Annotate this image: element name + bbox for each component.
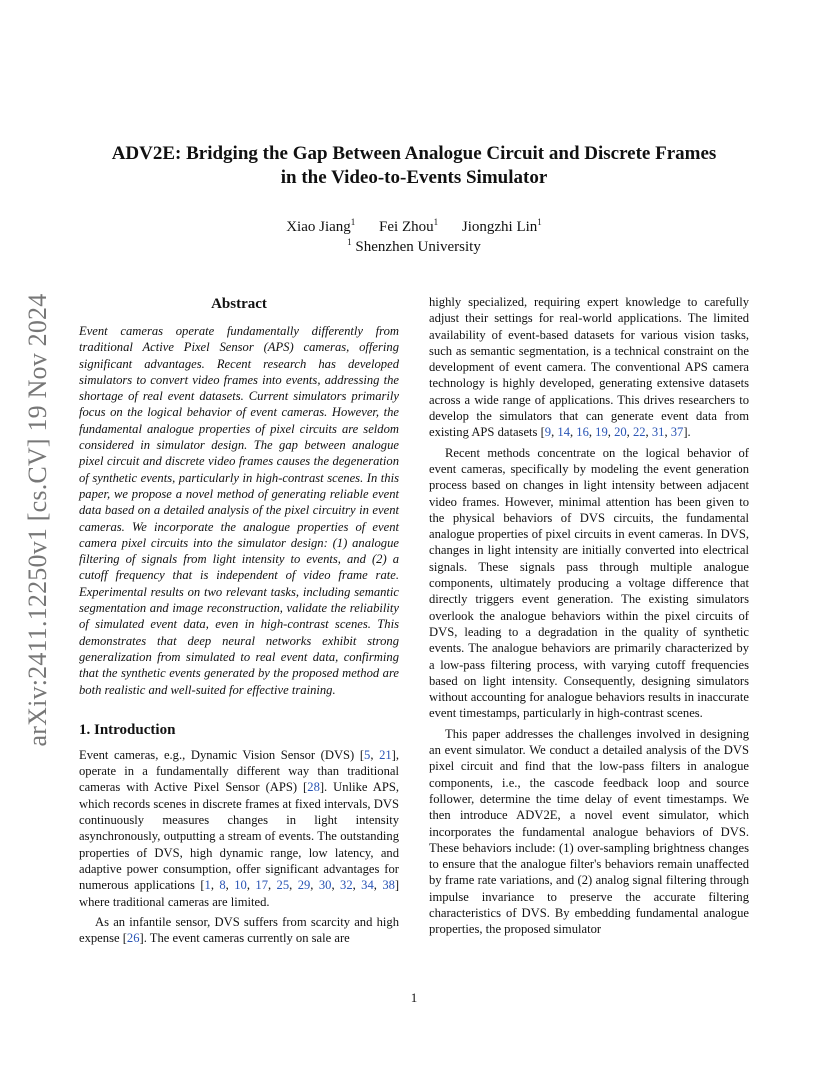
citation-link[interactable]: 17 bbox=[255, 878, 268, 893]
arxiv-stamp bbox=[20, 280, 56, 760]
paper-title bbox=[60, 142, 768, 190]
citation-link[interactable]: 9 bbox=[544, 425, 552, 440]
citation-link[interactable]: 5 bbox=[364, 747, 371, 762]
paragraph-text: As an infantile sensor, DVS suffers from scarcity and high expense [ bbox=[79, 914, 399, 946]
page-number: 1 bbox=[410, 990, 418, 1005]
citation-link[interactable]: 19 bbox=[595, 425, 608, 440]
citation-link[interactable]: 1 bbox=[204, 878, 211, 893]
paragraph-text: , bbox=[664, 425, 671, 440]
section-heading-introduction: 1. Introduction bbox=[79, 721, 176, 738]
intro-paragraph bbox=[79, 747, 399, 910]
paragraph-text: , bbox=[551, 425, 558, 440]
paragraph-text: , bbox=[331, 878, 341, 893]
citation-link[interactable]: 25 bbox=[276, 878, 290, 893]
body-paragraph: This paper addresses the challenges involved in designing an event simulator. We conduct a detailed analysis of the DVS pixel circuit and find that the low-pass filters in analogue components, i.e., the cascode feedback loop and source follower, determine the time delay of event timestamps. We then introduce ADV2E, a novel event simulator, which incorporates the fundamental analogue behaviors of DVS. These behaviors include: (1) over-sampling brightness changes to ensure that the analogue filter's behaviors remain unaffected by frame rate variations, and (2) analog signal filtering through impulse invariance to preserve the accurate filtering characteristics of DVS. By embedding fundamental analogue properties, the proposed simulator bbox=[429, 726, 749, 937]
citation-link[interactable]: 29 bbox=[297, 878, 311, 893]
paragraph-text: ] where traditional cameras are limited. bbox=[79, 878, 400, 909]
paragraph-text: highly specialized, requiring expert knowledge to carefully adjust their settings for real-world applications. The limited availability of event-based datasets for various vision tasks, such as semantic segmentation, is a technical constraint on the development of event camera. The conventional APS camera technology is highly developed, generating extensive datasets across a wide range of applications. This drives researchers to develop the simulators that can generate event data from existing APS datasets [ bbox=[429, 295, 749, 440]
citation-link[interactable]: 16 bbox=[576, 425, 589, 440]
paragraph-text: , bbox=[246, 878, 256, 893]
citation-link[interactable]: 26 bbox=[126, 931, 140, 946]
paragraph-text: , bbox=[289, 878, 298, 893]
citation-link[interactable]: 31 bbox=[651, 425, 665, 440]
author: Xiao Jiang$^1$ bbox=[286, 217, 356, 235]
affiliation: $^1$ Shenzhen University bbox=[347, 237, 481, 255]
paragraph-text: , bbox=[373, 878, 383, 893]
citation-link[interactable]: 14 bbox=[557, 425, 570, 440]
citation-link[interactable]: 37 bbox=[670, 425, 684, 440]
paragraph-text: ]. The event cameras currently on sale are bbox=[139, 931, 350, 946]
paragraph-text: , bbox=[210, 878, 220, 893]
citation-link[interactable]: 8 bbox=[219, 878, 226, 893]
citation-link[interactable]: 21 bbox=[379, 747, 392, 762]
citation-link[interactable]: 34 bbox=[361, 878, 374, 893]
citation-link[interactable]: 20 bbox=[614, 425, 627, 440]
title-line-2: in the Video-to-Events Simulator bbox=[280, 167, 548, 188]
paragraph-text: Event cameras, e.g., Dynamic Vision Sensor (DVS) [ bbox=[79, 747, 365, 762]
title-line-1: ADV2E: Bridging the Gap Between Analogue Circuit and Discrete Frames bbox=[111, 143, 717, 164]
paragraph-text: , bbox=[645, 425, 652, 440]
paragraph-text: , bbox=[607, 425, 615, 440]
left-column bbox=[79, 294, 399, 946]
author: Jiongzhi Lin$^1$ bbox=[461, 217, 542, 235]
body-paragraph: Recent methods concentrate on the logical behavior of event cameras, specifically by modeling the event generation process based on changes in light intensity between adjacent video frames. However, minimal attention has been given to the physical behaviors of DVS circuits, the fundamental analogue properties of pixel circuits in event cameras. In DVS, changes in light intensity are initially converted into electrical signals. These signals pass through multiple analogue components, ultimately producing a voltage difference that directly triggers event generation. The existing simulators overlook the analogue behaviors within the pixel circuits of DVS, leading to a degradation in the quality of synthetic events. The analogue behaviors are primarily characterized by a low-pass filtering process, with varying cutoff frequencies based on light intensity. Consequently, designing simulators without accounting for analogue behaviors results in inaccurate event timestamps, particularly in high-contrast scenes. bbox=[429, 445, 749, 721]
abstract-heading: Abstract bbox=[211, 296, 267, 312]
paragraph-text: ]. Unlike APS, which records scenes in discrete frames at fixed intervals, DVS continuously measures changes in light intensity asynchronously, outputting a stream of events. The outstanding properties of DVS, high dynamic range, low latency, and adaptive power consumption, offer significant advantages for numerous applications [ bbox=[79, 780, 399, 893]
paragraph-text: , bbox=[225, 878, 235, 893]
citation-link[interactable]: 22 bbox=[632, 425, 646, 440]
paragraph-text: ]. bbox=[683, 425, 691, 440]
paragraph-text: , bbox=[626, 425, 633, 440]
paragraph-text: , bbox=[588, 425, 596, 440]
paragraph-text: , bbox=[310, 878, 319, 893]
paragraph-text: , bbox=[569, 425, 577, 440]
right-column bbox=[429, 294, 749, 938]
intro-paragraph bbox=[79, 914, 399, 947]
paragraph-text: ], operate in a fundamentally different way than traditional cameras with Active Pixel Sensor (APS) [ bbox=[79, 747, 399, 795]
citation-link[interactable]: 28 bbox=[307, 780, 320, 795]
body-paragraph bbox=[429, 294, 749, 441]
paragraph-text: , bbox=[267, 878, 277, 893]
citation-link[interactable]: 32 bbox=[340, 878, 353, 893]
paragraph-text: , bbox=[370, 747, 380, 762]
citation-link[interactable]: 10 bbox=[234, 878, 247, 893]
citation-link[interactable]: 30 bbox=[318, 878, 332, 893]
paragraph-text: , bbox=[352, 878, 362, 893]
author: Fei Zhou$^1$ bbox=[379, 217, 439, 235]
author-list bbox=[60, 218, 768, 237]
arxiv-identifier: arXiv:2411.12250v1 [cs.CV] 19 Nov 2024 bbox=[23, 293, 52, 747]
citation-link[interactable]: 38 bbox=[382, 878, 395, 893]
abstract-body: Event cameras operate fundamentally differently from traditional Active Pixel Sensor (APS) cameras, offering significant advantages. Recent research has developed simulators to convert video frames into events, addressing the shortage of real event datasets. Current simulators primarily focus on the logical behavior of event cameras. However, the fundamental analogue properties of pixel circuits are seldom considered in simulator design. The gap between analogue pixel circuit and discrete video frames causes the degeneration of synthetic events, particularly in high-contrast scenes. In this paper, we propose a novel method of generating reliable event data based on a detailed analysis of the pixel circuitry in event cameras. We incorporate the analogue properties of event camera pixel circuits into the simulator design: (1) analogue filtering of signals from light intensity to events, and (2) a cutoff frequency that is independent of video frame rate. Experimental results on two relevant tasks, including semantic segmentation and image reconstruction, validate the reliability of simulated event data, even in high-contrast scenes. This demonstrates that deep neural networks exhibit strong generalization from simulated to real event data, confirming that the synthetic events generated by the proposed method are both realistic and well-suited for effective training. bbox=[79, 324, 399, 697]
